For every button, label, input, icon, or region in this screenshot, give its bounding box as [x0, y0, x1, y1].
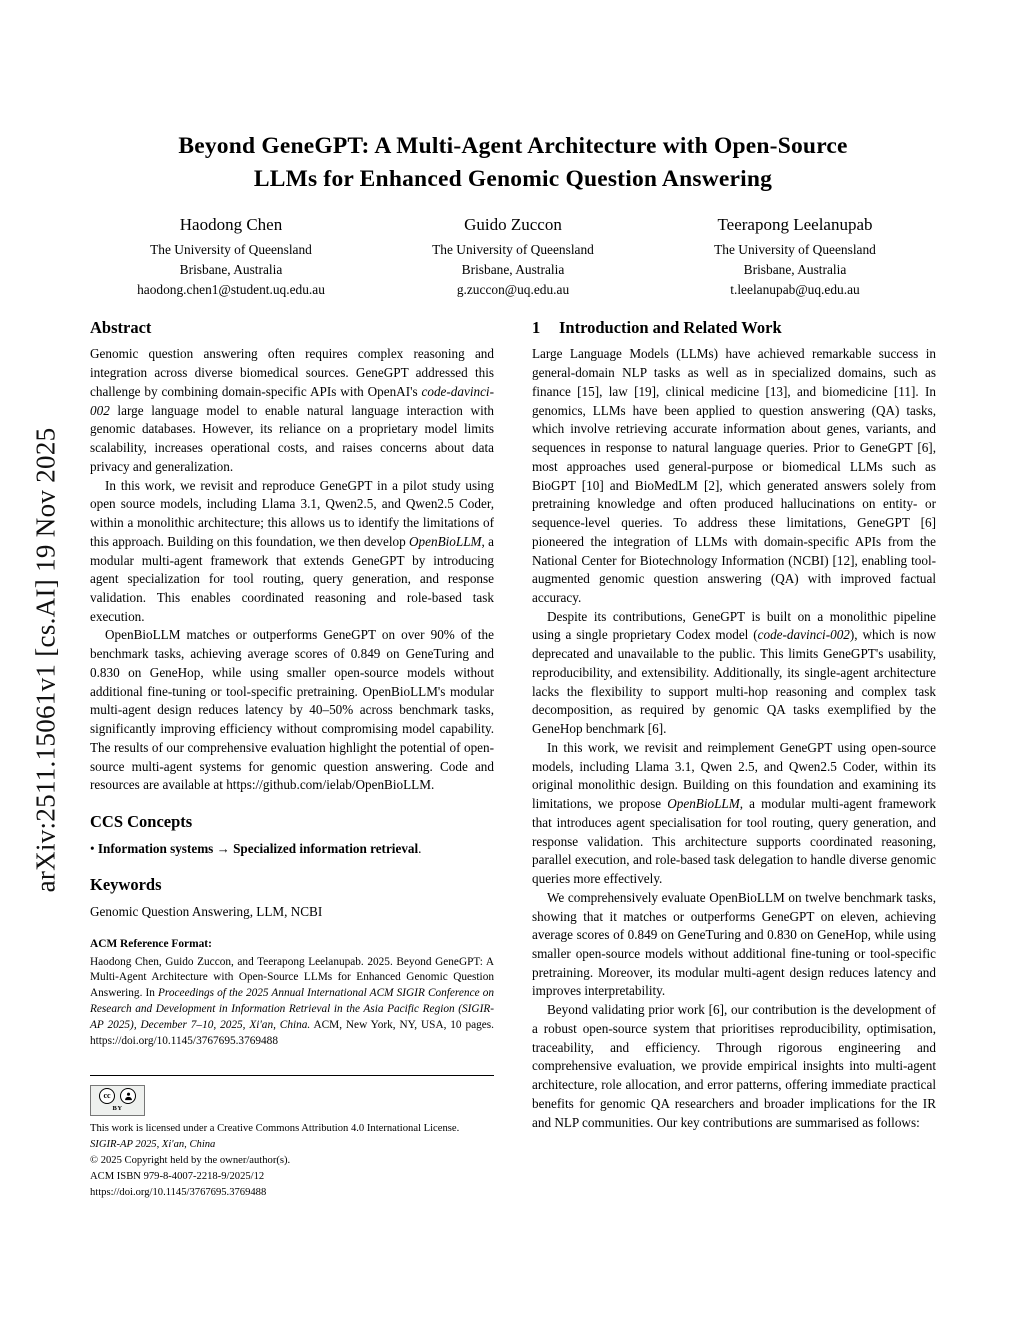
cc-by-label: BY: [112, 1105, 123, 1113]
license-divider: [90, 1075, 494, 1076]
license-block: [90, 1075, 494, 1200]
cc-icon: cc: [99, 1088, 115, 1104]
author-3: [654, 215, 936, 300]
intro-paragraph: Despite its contributions, GeneGPT is built on a monolithic pipeline using a single proprietary Codex model (code-davinci-002), which is now deprecated and unavailable to the public. This limits GeneGPT's usability, reproducibility, and extensibility. Additionally, its single-agent architecture lacks the flexibility to support multi-hop reasoning and complex task decomposition, as required by genomic QA tasks exemplified by the GeneHop benchmark [6].: [532, 608, 936, 737]
author-email[interactable]: t.leelanupab@uq.edu.au: [730, 281, 860, 297]
intro-paragraph: In this work, we revisit and reimplement GeneGPT using open-source models, including Llama 3.1, Qwen 2.5, and Qwen2.5 Coder, within its original monolithic design. Building on this foundation and examining its limitations, we propose OpenBioLLM, a modular multi-agent framework that introduces agent specialisation for tool routing, query generation, and response validation. This architecture supports coordinated reasoning, parallel execution, and role-based task delegation to handle diverse genomic queries more effectively.: [532, 739, 936, 887]
paper-title: [90, 130, 936, 197]
arxiv-watermark: arXiv:2511.15061v1 [cs.AI] 19 Nov 2025: [30, 427, 61, 893]
acm-reference-heading: ACM Reference Format:: [90, 938, 212, 951]
author-name: Guido Zuccon: [464, 214, 562, 234]
author-affiliation: The University of Queensland: [432, 241, 594, 257]
keywords-text: Genomic Question Answering, LLM, NCBI: [90, 903, 323, 919]
acm-reference-text: Haodong Chen, Guido Zuccon, and Teerapong Leelanupab. 2025. Beyond GeneGPT: A Multi-Agent Architecture with Open-Source LLMs for Enhanced Genomic Question Answering. In Proceedings of the 2025 Annual International ACM SIGIR Conference on Research and Development in Information Retrieval in the Asia Pacific Region (SIGIR-AP 2025), December 7–10, 2025, Xi'an, China. ACM, New York, NY, USA, 10 pages. https://doi.org/10.1145/3767695.3769488: [90, 955, 494, 1047]
author-city: Brisbane, Australia: [743, 261, 847, 277]
license-statement: This work is licensed under a Creative Commons Attribution 4.0 International License.: [90, 1123, 460, 1135]
paper-title-line2: LLMs for Enhanced Genomic Question Answering: [253, 166, 773, 193]
intro-paragraph: We comprehensively evaluate OpenBioLLM on twelve benchmark tasks, showing that it matches or outperforms GeneGPT on eleven, achieving average scores of 0.849 on GeneTuring and 0.830 on GeneHop, while using smaller open-source models without additional fine-tuning or tool-specific pretraining. Moreover, its modular multi-agent design reduces latency and improves interpretability.: [532, 889, 936, 999]
abstract-paragraph: OpenBioLLM matches or outperforms GeneGPT on over 90% of the benchmark tasks, achieving average scores of 0.849 on GeneTuring and 0.830 on GeneHop, while using smaller open-source models without additional fine-tuning or tool-specific pretraining. OpenBioLLM's modular multi-agent design reduces latency by 40–50% across benchmark tasks, significantly improving efficiency without compromising model capability. The results of our comprehensive evaluation highlight the potential of open-source multi-agent systems for genomic question answering. Code and resources are available at https://github.com/ielab/OpenBioLLM.: [90, 627, 494, 793]
cc-by-badge[interactable]: [90, 1085, 145, 1116]
isbn-line: ACM ISBN 979-8-4007-2218-9/2025/12: [90, 1170, 265, 1182]
author-1: [90, 215, 372, 300]
author-email[interactable]: haodong.chen1@student.uq.edu.au: [137, 281, 325, 297]
author-email[interactable]: g.zuccon@uq.edu.au: [456, 281, 570, 297]
author-block: [90, 215, 936, 300]
ccs-heading: CCS Concepts: [90, 812, 193, 832]
conference-line: SIGIR-AP 2025, Xi'an, China: [90, 1139, 216, 1151]
author-2: [372, 215, 654, 300]
right-column: [532, 316, 936, 1201]
abstract-paragraph: In this work, we revisit and reproduce GeneGPT in a pilot study using open source models, including Llama 3.1, Qwen2.5, and Qwen2.5 Coder, within a monolithic architecture; this allows us to identify the limitations of this approach. Building on this foundation, we then develop OpenBioLLM, a modular multi-agent framework that extends GeneGPT by introducing agent specialization for tool routing, query generation, and response validation. This enables coordinated reasoning and role-based task execution.: [90, 477, 494, 624]
intro-paragraph: Beyond validating prior work [6], our contribution is the development of a robust open-source system that prioritises reproducibility, optimisation, traceability, and efficiency. Through rigorous engineering and comprehensive evaluation, we provide empirical insights into multi-agent architecture, role allocation, and error patterns, offering immediate practical benefits for genomic QA researchers and broader implications for the IR and NLP communities. Our key contributions are summarised as follows:: [532, 1002, 936, 1130]
abstract-paragraph: Genomic question answering often requires complex reasoning and integration across diverse biomedical sources. GeneGPT addressed this challenge by combining domain-specific APIs with OpenAI's code-davinci-002 large language model to enable natural language interaction with genomic databases. However, its reliance on a proprietary model limits scalability, increases operational costs, and raises concerns about data privacy and generalization.: [90, 346, 494, 474]
section-title: Introduction and Related Work: [559, 318, 782, 338]
copyright-line: © 2025 Copyright held by the owner/author(s).: [90, 1155, 291, 1166]
author-name: Haodong Chen: [179, 214, 283, 234]
ccs-concepts-text: • Information systems → Specialized information retrieval.: [90, 840, 422, 856]
person-icon: [120, 1088, 136, 1104]
keywords-heading: Keywords: [90, 875, 162, 895]
paper-title-line1: Beyond GeneGPT: A Multi-Agent Architecture with Open-Source: [178, 133, 848, 159]
abstract-heading: Abstract: [90, 318, 152, 338]
left-column: [90, 316, 494, 1201]
doi-link[interactable]: https://doi.org/10.1145/3767695.3769488: [90, 1186, 267, 1198]
author-affiliation: The University of Queensland: [150, 241, 312, 257]
intro-paragraph: Large Language Models (LLMs) have achieved remarkable success in general-domain NLP tasks as well as in specialized domains, such as finance [15], law [19], clinical medicine [13], and biomedicine [11]. In genomics, LLMs have been applied to question answering (QA) tasks, which involve retrieving accurate information about genes, variants, and sequences in response to natural language queries. Prior to GeneGPT [6], most approaches used general-purpose or biomedical LLMs such as BioGPT [10] and BioMedLM [2], which generated answers solely from pretraining knowledge and often produced hallucinations on entity- or sequence-level queries. To address these limitations, GeneGPT [6] pioneered the integration of LLMs with domain-specific APIs from the National Center for Biotechnology Information (NCBI) [12], enabling tool-augmented genomic question answering (QA) with improved factual accuracy.: [532, 346, 936, 606]
section-number: 1: [532, 318, 541, 338]
paper-page: [90, 130, 936, 1201]
author-city: Brisbane, Australia: [461, 261, 565, 277]
author-name: Teerapong Leelanupab: [717, 214, 873, 234]
two-column-body: [90, 316, 936, 1201]
cc-badge-icons: [99, 1088, 136, 1104]
intro-section-heading: [532, 316, 936, 339]
author-city: Brisbane, Australia: [179, 261, 283, 277]
author-affiliation: The University of Queensland: [714, 241, 876, 257]
